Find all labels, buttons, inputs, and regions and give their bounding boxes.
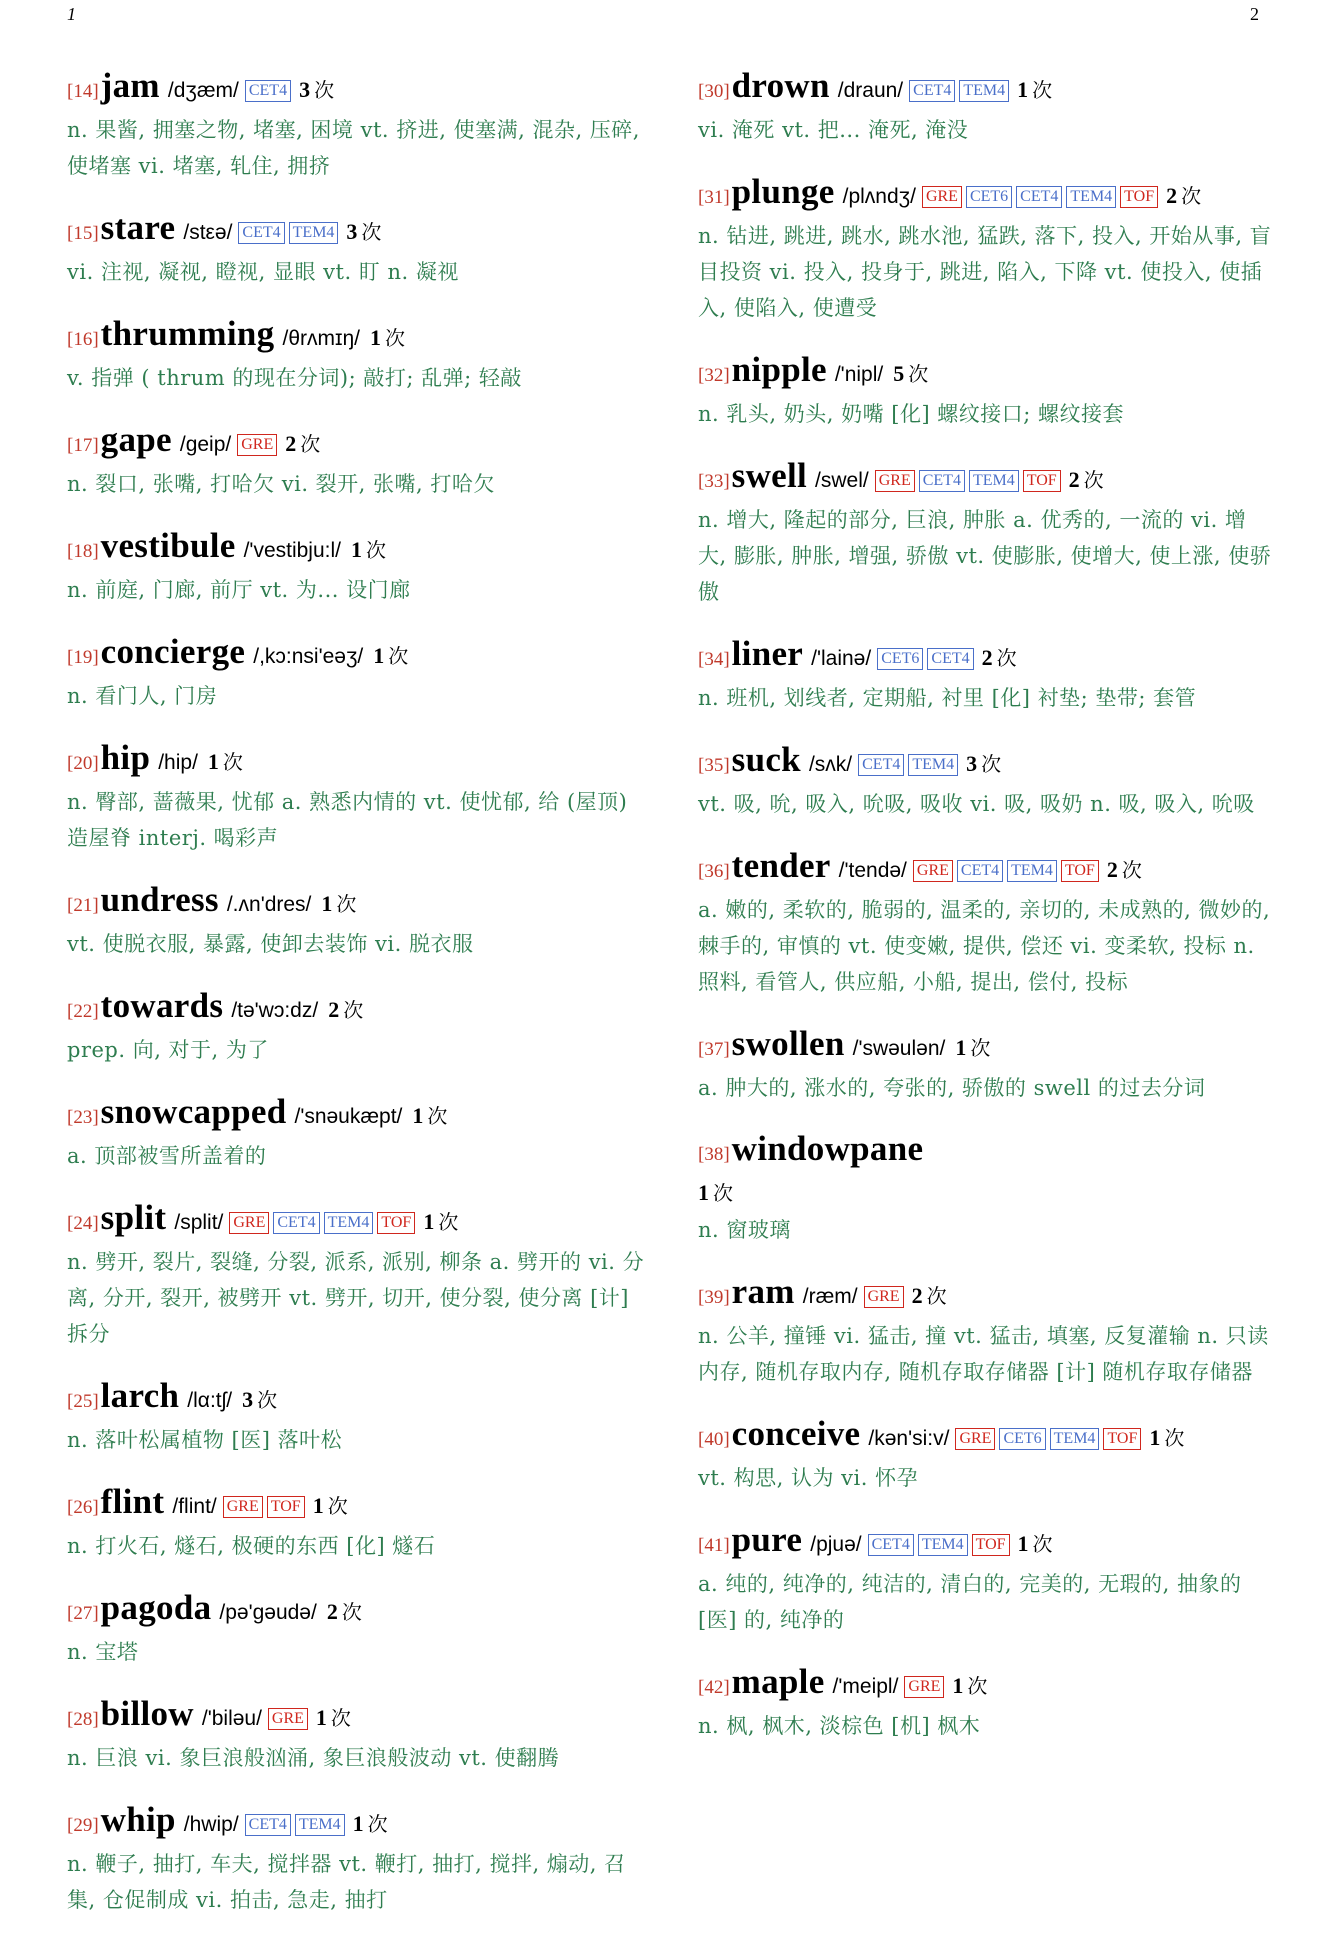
headword: ram — [731, 1272, 795, 1311]
entry-header — [67, 632, 647, 678]
occurrence-unit: 次 — [336, 892, 357, 916]
vocab-entry — [67, 986, 647, 1068]
occurrence-count: 1 — [1149, 1425, 1161, 1450]
occurrence-unit: 次 — [926, 1284, 947, 1308]
entry-index: [20] — [67, 753, 99, 774]
headword: plunge — [731, 172, 835, 211]
definition: a. 纯的, 纯净的, 纯洁的, 清白的, 完美的, 无瑕的, 抽象的 [医] 的, 纯净的 — [698, 1572, 1242, 1632]
entry-header-row — [698, 1174, 733, 1212]
vocab-entry — [67, 1482, 647, 1564]
occurrence-count: 2 — [326, 1599, 338, 1624]
exam-tag-tof: TOF — [1023, 470, 1061, 492]
page-number-left: 1 — [67, 4, 76, 24]
headword: conceive — [731, 1414, 861, 1453]
exam-tag-gre: GRE — [922, 186, 962, 208]
occurrence-unit: 次 — [361, 220, 382, 244]
vocab-entry — [698, 172, 1273, 326]
occurrence-count: 1 — [315, 1705, 327, 1730]
occurrence-count: 1 — [352, 1811, 364, 1836]
vocab-entry — [698, 740, 1273, 822]
occurrence-unit: 次 — [967, 1674, 988, 1698]
exam-tag-cet4: CET4 — [957, 860, 1003, 882]
entry-header — [698, 1130, 1273, 1212]
entry-header — [698, 1662, 1273, 1708]
entry-header — [698, 1024, 1273, 1070]
exam-tag-cet4: CET4 — [919, 470, 965, 492]
occurrence-unit: 次 — [330, 1706, 351, 1730]
exam-tag-gre: GRE — [955, 1428, 995, 1450]
occurrence-unit: 次 — [257, 1388, 278, 1412]
occurrence-unit: 次 — [343, 998, 364, 1022]
headword: snowcapped — [100, 1092, 287, 1131]
phonetic: /'meipl/ — [832, 1675, 899, 1698]
definition: vt. 构思, 认为 vi. 怀孕 — [698, 1466, 919, 1490]
definition: a. 肿大的, 涨水的, 夸张的, 骄傲的 swell 的过去分词 — [698, 1076, 1206, 1100]
occurrence-count: 1 — [350, 537, 362, 562]
vocab-entry — [67, 1588, 647, 1670]
entry-index: [25] — [67, 1391, 99, 1412]
headword: tender — [731, 846, 831, 885]
exam-tag-cet6: CET6 — [966, 186, 1012, 208]
left-column — [67, 66, 647, 1942]
occurrence-count: 1 — [412, 1103, 424, 1128]
definition: v. 指弹 ( thrum 的现在分词); 敲打; 乱弹; 轻敲 — [67, 366, 522, 390]
headword: flint — [100, 1482, 165, 1521]
exam-tag-tof: TOF — [377, 1212, 415, 1234]
exam-tag-gre: GRE — [229, 1212, 269, 1234]
phonetic: /flint/ — [172, 1495, 217, 1518]
occurrence-count: 2 — [1166, 183, 1178, 208]
phonetic: /draun/ — [837, 79, 904, 102]
headword: stare — [100, 208, 176, 247]
headword: drown — [731, 66, 830, 105]
headword: liner — [731, 634, 804, 673]
vocab-entry — [67, 314, 647, 396]
vocab-entry — [67, 1800, 647, 1918]
definition: n. 宝塔 — [67, 1640, 139, 1664]
phonetic: /hip/ — [158, 751, 198, 774]
occurrence-unit: 次 — [365, 538, 386, 562]
exam-tag-cet4: CET4 — [273, 1212, 319, 1234]
phonetic: /swel/ — [815, 469, 869, 492]
phonetic: /split/ — [174, 1211, 224, 1234]
entry-header — [67, 526, 647, 572]
exam-tag-cet4: CET4 — [909, 80, 955, 102]
definition: n. 班机, 划线者, 定期船, 衬里 [化] 衬垫; 垫带; 套管 — [698, 686, 1197, 710]
occurrence-unit: 次 — [1164, 1426, 1185, 1450]
exam-tag-tof: TOF — [1061, 860, 1099, 882]
phonetic: /θrʌmɪŋ/ — [282, 327, 360, 350]
occurrence-count: 1 — [698, 1180, 709, 1205]
vocab-entry — [67, 738, 647, 856]
headword: swell — [731, 456, 808, 495]
headword: undress — [100, 880, 219, 919]
exam-tag-cet4: CET4 — [858, 754, 904, 776]
phonetic: /dʒæm/ — [167, 79, 239, 102]
occurrence-count: 1 — [207, 749, 219, 774]
phonetic: /'swəulən/ — [852, 1037, 946, 1060]
occurrence-unit: 次 — [427, 1104, 448, 1128]
headword: whip — [100, 1800, 176, 1839]
entry-header — [698, 350, 1273, 396]
occurrence-unit: 次 — [981, 752, 1002, 776]
phonetic: /pjuə/ — [810, 1533, 862, 1556]
headword: vestibule — [100, 526, 236, 565]
occurrence-unit: 次 — [970, 1036, 991, 1060]
entry-header — [67, 420, 647, 466]
right-column — [698, 66, 1273, 1768]
headword: nipple — [731, 350, 827, 389]
entry-index: [35] — [698, 755, 730, 776]
entry-index: [36] — [698, 861, 730, 882]
exam-tag-cet4: CET4 — [238, 222, 284, 244]
vocab-entry — [698, 846, 1273, 1000]
entry-index: [27] — [67, 1603, 99, 1624]
exam-tag-cet6: CET6 — [999, 1428, 1045, 1450]
entry-index: [17] — [67, 435, 99, 456]
occurrence-unit: 次 — [327, 1494, 348, 1518]
definition: vi. 注视, 凝视, 瞪视, 显眼 vt. 盯 n. 凝视 — [67, 260, 459, 284]
vocab-entry — [698, 1414, 1273, 1496]
exam-tag-gre: GRE — [913, 860, 953, 882]
vocab-entry — [67, 1092, 647, 1174]
headword: billow — [100, 1694, 194, 1733]
occurrence-count: 1 — [952, 1673, 964, 1698]
definition: a. 顶部被雪所盖着的 — [67, 1144, 267, 1168]
occurrence-count: 1 — [373, 643, 385, 668]
exam-tag-cet4: CET4 — [927, 648, 973, 670]
phonetic: /ræm/ — [802, 1285, 858, 1308]
definition: a. 嫩的, 柔软的, 脆弱的, 温柔的, 亲切的, 未成熟的, 微妙的, 棘手的, 审慎的 vt. 使变嫩, 提供, 偿还 vi. 变柔软, 投标 n. 照料, 看管人, 供应船, 小船, 提出, 偿付, 投标 — [698, 898, 1271, 994]
occurrence-count: 3 — [299, 77, 311, 102]
occurrence-count: 1 — [955, 1035, 967, 1060]
phonetic: /'lainə/ — [811, 647, 872, 670]
entry-header — [698, 634, 1273, 680]
vocab-entry — [698, 1520, 1273, 1638]
entry-header — [67, 1694, 647, 1740]
definition: n. 鞭子, 抽打, 车夫, 搅拌器 vt. 鞭打, 抽打, 搅拌, 煽动, 召集, 仓促制成 vi. 拍击, 急走, 抽打 — [67, 1852, 626, 1912]
entry-index: [14] — [67, 81, 99, 102]
exam-tag-gre: GRE — [904, 1676, 944, 1698]
page-number-right: 2 — [1250, 4, 1259, 24]
exam-tag-cet4: CET4 — [245, 1814, 291, 1836]
phonetic: /sʌk/ — [808, 753, 853, 776]
entry-header — [698, 66, 1273, 112]
headword: pagoda — [100, 1588, 212, 1627]
entry-index: [42] — [698, 1677, 730, 1698]
occurrence-count: 2 — [328, 997, 340, 1022]
entry-header — [67, 1092, 647, 1138]
definition: vt. 吸, 吮, 吸入, 吮吸, 吸收 vi. 吸, 吸奶 n. 吸, 吸入, 吮吸 — [698, 792, 1255, 816]
vocab-entry — [698, 350, 1273, 432]
headword: split — [100, 1198, 167, 1237]
exam-tag-tof: TOF — [1103, 1428, 1141, 1450]
phonetic: /kən'si:v/ — [868, 1427, 950, 1450]
headword: gape — [100, 420, 172, 459]
definition: n. 公羊, 撞锤 vi. 猛击, 撞 vt. 猛击, 填塞, 反复灌输 n. 只读内存, 随机存取内存, 随机存取存储器 [计] 随机存取存储器 — [698, 1324, 1269, 1384]
entry-header — [67, 986, 647, 1032]
exam-tag-gre: GRE — [875, 470, 915, 492]
entry-index: [32] — [698, 365, 730, 386]
entry-header — [698, 456, 1273, 502]
occurrence-count: 1 — [321, 891, 333, 916]
entry-index: [19] — [67, 647, 99, 668]
definition: n. 打火石, 燧石, 极硬的东西 [化] 燧石 — [67, 1534, 436, 1558]
entry-header — [67, 1482, 647, 1528]
occurrence-unit: 次 — [1181, 184, 1202, 208]
entry-index: [38] — [698, 1144, 730, 1165]
phonetic: /plʌndʒ/ — [842, 185, 916, 208]
headword: jam — [100, 66, 160, 105]
phonetic: /hwip/ — [183, 1813, 239, 1836]
exam-tag-tem4: TEM4 — [295, 1814, 345, 1836]
entry-index: [22] — [67, 1001, 99, 1022]
occurrence-unit: 次 — [908, 362, 929, 386]
vocab-entry — [67, 1376, 647, 1458]
vocab-entry — [67, 632, 647, 714]
phonetic: /stεə/ — [183, 221, 233, 244]
occurrence-unit: 次 — [996, 646, 1017, 670]
occurrence-count: 2 — [1068, 467, 1080, 492]
vocab-entry — [67, 1198, 647, 1352]
entry-header — [698, 172, 1273, 218]
occurrence-unit: 次 — [341, 1600, 362, 1624]
entry-header — [67, 1800, 647, 1846]
entry-header — [67, 880, 647, 926]
entry-header — [698, 1520, 1273, 1566]
phonetic: /'tendə/ — [838, 859, 907, 882]
phonetic: /'snəukæpt/ — [294, 1105, 403, 1128]
exam-tag-tof: TOF — [1120, 186, 1158, 208]
headword: thrumming — [100, 314, 275, 353]
entry-index: [21] — [67, 895, 99, 916]
entry-index: [23] — [67, 1107, 99, 1128]
exam-tag-cet4: CET4 — [1016, 186, 1062, 208]
phonetic: /,kɔ:nsi'eəʒ/ — [253, 645, 364, 668]
exam-tag-gre: GRE — [237, 434, 277, 456]
entry-header — [67, 314, 647, 360]
definition: n. 落叶松属植物 [医] 落叶松 — [67, 1428, 343, 1452]
entry-header — [67, 1198, 647, 1244]
phonetic: /'nipl/ — [834, 363, 884, 386]
phonetic: /'vestibju:l/ — [243, 539, 341, 562]
entry-index: [26] — [67, 1497, 99, 1518]
headword: suck — [731, 740, 801, 779]
definition: vt. 使脱衣服, 暴露, 使卸去装饰 vi. 脱衣服 — [67, 932, 474, 956]
occurrence-unit: 次 — [713, 1181, 733, 1205]
vocab-entry — [67, 1694, 647, 1776]
headword: pure — [731, 1520, 803, 1559]
headword: larch — [100, 1376, 180, 1415]
exam-tag-tem4: TEM4 — [289, 222, 339, 244]
vocab-entry — [67, 526, 647, 608]
occurrence-count: 3 — [966, 751, 978, 776]
entry-index: [34] — [698, 649, 730, 670]
entry-index: [16] — [67, 329, 99, 350]
occurrence-unit: 次 — [367, 1812, 388, 1836]
exam-tag-tem4: TEM4 — [908, 754, 958, 776]
vocab-entry — [698, 634, 1273, 716]
exam-tag-cet6: CET6 — [877, 648, 923, 670]
headword: hip — [100, 738, 151, 777]
phonetic: /.ʌn'dres/ — [226, 893, 312, 916]
vocab-entry — [67, 208, 647, 290]
entry-index: [37] — [698, 1039, 730, 1060]
vocab-entry — [698, 1272, 1273, 1390]
headword: maple — [731, 1662, 825, 1701]
entry-index: [28] — [67, 1709, 99, 1730]
occurrence-unit: 次 — [314, 78, 335, 102]
exam-tag-tem4: TEM4 — [959, 80, 1009, 102]
exam-tag-tem4: TEM4 — [1050, 1428, 1100, 1450]
headword: windowpane — [731, 1129, 924, 1168]
occurrence-unit: 次 — [384, 326, 405, 350]
occurrence-unit: 次 — [1121, 858, 1142, 882]
definition: n. 乳头, 奶头, 奶嘴 [化] 螺纹接口; 螺纹接套 — [698, 402, 1125, 426]
entry-index: [39] — [698, 1287, 730, 1308]
entry-index: [24] — [67, 1213, 99, 1234]
occurrence-count: 2 — [911, 1283, 923, 1308]
vocab-entry — [67, 66, 647, 184]
vocab-entry — [698, 1662, 1273, 1744]
occurrence-count: 2 — [1106, 857, 1118, 882]
phonetic: /pə'gəudə/ — [219, 1601, 317, 1624]
entry-index: [30] — [698, 81, 730, 102]
definition: n. 增大, 隆起的部分, 巨浪, 肿胀 a. 优秀的, 一流的 vi. 增大, 膨胀, 肿胀, 增强, 骄傲 vt. 使膨胀, 使增大, 使上涨, 使骄傲 — [698, 508, 1272, 604]
entry-header — [67, 66, 647, 112]
occurrence-count: 5 — [893, 361, 905, 386]
definition: n. 果酱, 拥塞之物, 堵塞, 困境 vt. 挤进, 使塞满, 混杂, 压碎, 使堵塞 vi. 堵塞, 轧住, 拥挤 — [67, 118, 640, 178]
occurrence-count: 1 — [312, 1493, 324, 1518]
entry-header — [67, 1588, 647, 1634]
phonetic: /tə'wɔ:dz/ — [231, 999, 319, 1022]
occurrence-unit: 次 — [300, 432, 321, 456]
occurrence-unit: 次 — [388, 644, 409, 668]
vocab-entry — [698, 456, 1273, 610]
occurrence-count: 1 — [369, 325, 381, 350]
entry-index: [31] — [698, 187, 730, 208]
vocab-entry — [698, 1024, 1273, 1106]
definition: n. 枫, 枫木, 淡棕色 [机] 枫木 — [698, 1714, 981, 1738]
headword: swollen — [731, 1024, 845, 1063]
definition: n. 劈开, 裂片, 裂缝, 分裂, 派系, 派别, 柳条 a. 劈开的 vi. 分离, 分开, 裂开, 被劈开 vt. 劈开, 切开, 使分裂, 使分离 [计] 拆分 — [67, 1250, 645, 1346]
headword: concierge — [100, 632, 246, 671]
entry-index: [18] — [67, 541, 99, 562]
vocab-entry — [698, 1130, 1273, 1248]
entry-header — [67, 1376, 647, 1422]
definition: n. 看门人, 门房 — [67, 684, 218, 708]
phonetic: /geip/ — [179, 433, 232, 456]
definition: n. 巨浪 vi. 象巨浪般汹涌, 象巨浪般波动 vt. 使翻腾 — [67, 1746, 560, 1770]
exam-tag-gre: GRE — [268, 1708, 308, 1730]
headword: towards — [100, 986, 224, 1025]
occurrence-count: 1 — [1017, 77, 1029, 102]
definition: n. 臀部, 蔷薇果, 忧郁 a. 熟悉内情的 vt. 使忧郁, 给 (屋顶) 造屋脊 interj. 喝彩声 — [67, 790, 628, 850]
entry-index: [29] — [67, 1815, 99, 1836]
definition: n. 前庭, 门廊, 前厅 vt. 为... 设门廊 — [67, 578, 411, 602]
occurrence-count: 2 — [285, 431, 297, 456]
definition: n. 窗玻璃 — [698, 1218, 791, 1242]
exam-tag-gre: GRE — [223, 1496, 263, 1518]
entry-index: [41] — [698, 1535, 730, 1556]
entry-header — [698, 740, 1273, 786]
definition: n. 裂口, 张嘴, 打哈欠 vi. 裂开, 张嘴, 打哈欠 — [67, 472, 495, 496]
exam-tag-tem4: TEM4 — [918, 1534, 968, 1556]
vocab-entry — [67, 880, 647, 962]
vocab-entry — [698, 66, 1273, 148]
phonetic: /'biləu/ — [201, 1707, 262, 1730]
vocab-entry — [67, 420, 647, 502]
occurrence-count: 3 — [346, 219, 358, 244]
exam-tag-gre: GRE — [864, 1286, 904, 1308]
occurrence-unit: 次 — [1032, 1532, 1053, 1556]
entry-index: [15] — [67, 223, 99, 244]
exam-tag-cet4: CET4 — [245, 80, 291, 102]
definition: vi. 淹死 vt. 把... 淹死, 淹没 — [698, 118, 969, 142]
entry-header — [698, 1414, 1273, 1460]
occurrence-unit: 次 — [1083, 468, 1104, 492]
definition: n. 钻进, 跳进, 跳水, 跳水池, 猛跌, 落下, 投入, 开始从事, 盲目投资 vi. 投入, 投身于, 跳进, 陷入, 下降 vt. 使投入, 使插入, 使陷入, 使遭受 — [698, 224, 1272, 320]
occurrence-count: 1 — [423, 1209, 435, 1234]
exam-tag-tof: TOF — [267, 1496, 305, 1518]
entry-header-row — [698, 1130, 931, 1174]
entry-index: [40] — [698, 1429, 730, 1450]
phonetic: /lα:tʃ/ — [187, 1389, 233, 1412]
occurrence-count: 1 — [1017, 1531, 1029, 1556]
definition: prep. 向, 对于, 为了 — [67, 1038, 269, 1062]
entry-header — [698, 1272, 1273, 1318]
exam-tag-cet4: CET4 — [868, 1534, 914, 1556]
entry-header — [67, 208, 647, 254]
occurrence-count: 3 — [242, 1387, 254, 1412]
exam-tag-tem4: TEM4 — [1066, 186, 1116, 208]
entry-header — [698, 846, 1273, 892]
exam-tag-tof: TOF — [972, 1534, 1010, 1556]
occurrence-count: 2 — [981, 645, 993, 670]
occurrence-unit: 次 — [222, 750, 243, 774]
exam-tag-tem4: TEM4 — [324, 1212, 374, 1234]
occurrence-unit: 次 — [438, 1210, 459, 1234]
exam-tag-tem4: TEM4 — [1007, 860, 1057, 882]
entry-index: [33] — [698, 471, 730, 492]
occurrence-unit: 次 — [1032, 78, 1053, 102]
entry-header — [67, 738, 647, 784]
exam-tag-tem4: TEM4 — [969, 470, 1019, 492]
